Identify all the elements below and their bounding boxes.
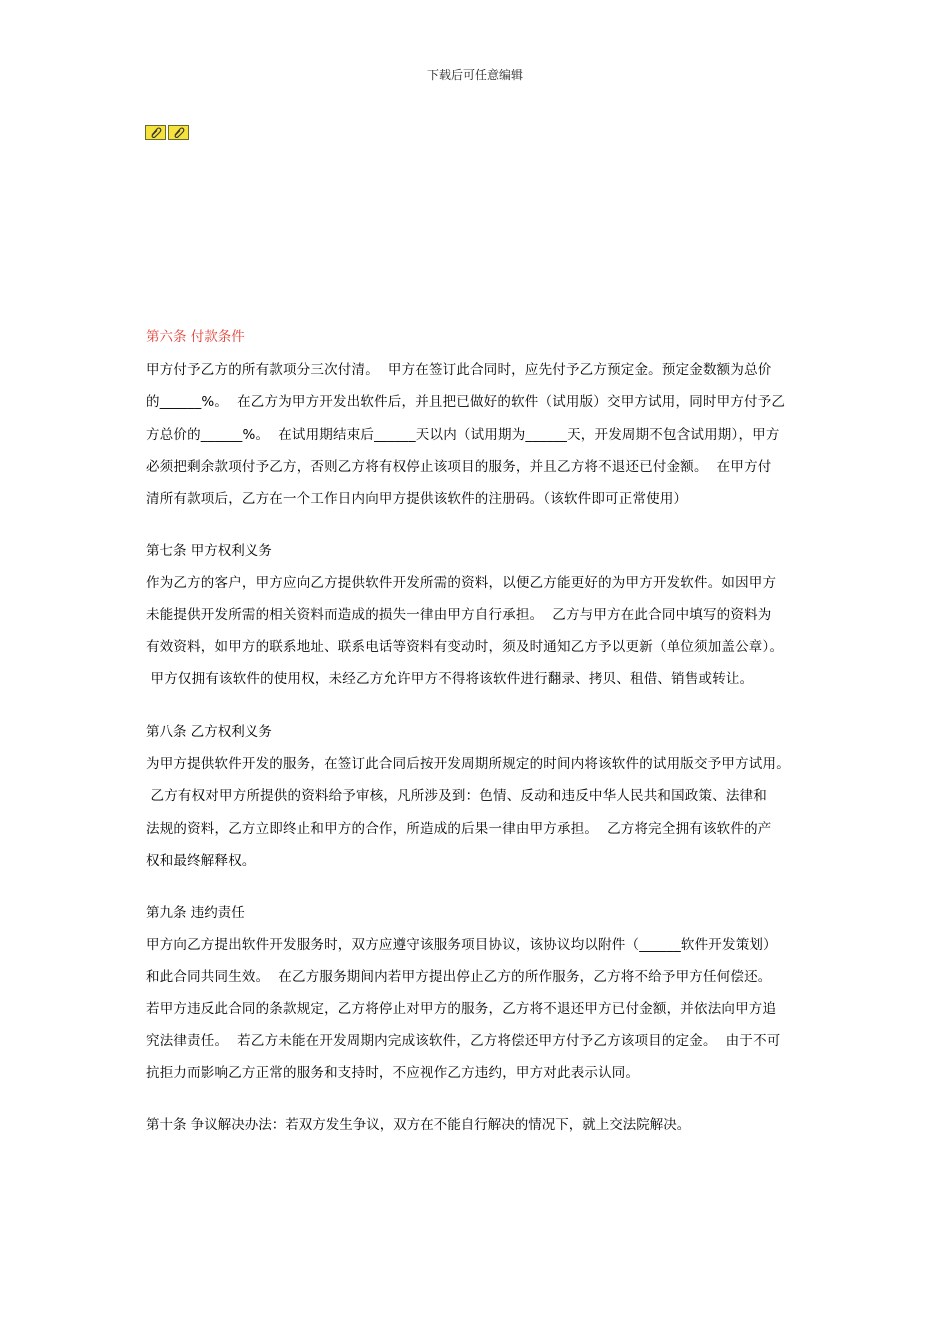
section-6-line: 的______%。 在乙方为甲方开发出软件后，并且把已做好的软件（试用版）交甲方试用，同时甲方付予乙 [146,394,786,410]
section-9-line: 抗拒力而影响乙方正常的服务和支持时，不应视作乙方违约，甲方对此表示认同。 [146,1065,640,1081]
section-8-line: 乙方有权对甲方所提供的资料给予审核，凡所涉及到：色情、反动和违反中华人民共和国政策、法律和 [146,788,767,804]
section-6-line: 清所有款项后，乙方在一个工作日内向甲方提供该软件的注册码。（该软件即可正常使用） [146,491,688,507]
page-header: 下载后可任意编辑 [426,68,523,82]
section-9-line: 究法律责任。 若乙方未能在开发周期内完成该软件，乙方将偿还甲方付予乙方该项目的定金。 由于不可 [146,1033,781,1049]
section-7-line: 有效资料，如甲方的联系地址、联系电话等资料有变动时，须及时通知乙方予以更新（单位须加盖公章）。 [146,639,784,655]
section-9-line: 若甲方违反此合同的条款规定，乙方将停止对甲方的服务，乙方将不退还甲方已付金额，并依法向甲方追 [146,1001,777,1017]
section-6-line: 方总价的______%。 在试用期结束后______天以内（试用期为______天，开发周期不包含试用期），甲方 [146,427,780,443]
section-8-line: 为甲方提供软件开发的服务，在签订此合同后按开发周期所规定的时间内将该软件的试用版交予甲方试用。 [146,756,790,772]
section-6-line: 必须把剩余款项付予乙方，否则乙方将有权停止该项目的服务，并且乙方将不退还已付金额。 在甲方付 [146,459,772,475]
section-7-title: 第七条 甲方权利义务 [146,543,272,559]
paperclip-icon[interactable] [168,125,189,140]
section-6-title: 第六条 付款条件 [146,329,245,345]
section-9-line: 和此合同共同生效。 在乙方服务期间内若甲方提出停止乙方的所作服务，乙方将不给予甲方任何偿还。 [146,969,772,985]
section-9-title: 第九条 违约责任 [146,905,245,921]
paperclip-icon[interactable] [145,125,166,140]
section-8-title: 第八条 乙方权利义务 [146,724,272,740]
icon-row [145,125,189,140]
section-6-line: 甲方付予乙方的所有款项分三次付清。 甲方在签订此合同时，应先付予乙方预定金。预定金数额为总价 [146,362,772,378]
section-8-line: 权和最终解释权。 [146,853,256,869]
section-7-line: 未能提供开发所需的相关资料而造成的损失一律由甲方自行承担。 乙方与甲方在此合同中填写的资料为 [146,607,772,623]
section-7-line: 甲方仅拥有该软件的使用权，未经乙方允许甲方不得将该软件进行翻录、拷贝、租借、销售或转让。 [146,671,754,687]
section-10-title: 第十条 争议解决办法：若双方发生争议，双方在不能自行解决的情况下，就上交法院解决。 [146,1117,691,1133]
section-9-line: 甲方向乙方提出软件开发服务时，双方应遵守该服务项目协议，该协议均以附件（______软件开发策划） [146,937,777,953]
section-7-line: 作为乙方的客户，甲方应向乙方提供软件开发所需的资料，以便乙方能更好的为甲方开发软件。如因甲方 [146,575,777,591]
section-8-line: 法规的资料，乙方立即终止和甲方的合作，所造成的后果一律由甲方承担。 乙方将完全拥有该软件的产 [146,821,772,837]
